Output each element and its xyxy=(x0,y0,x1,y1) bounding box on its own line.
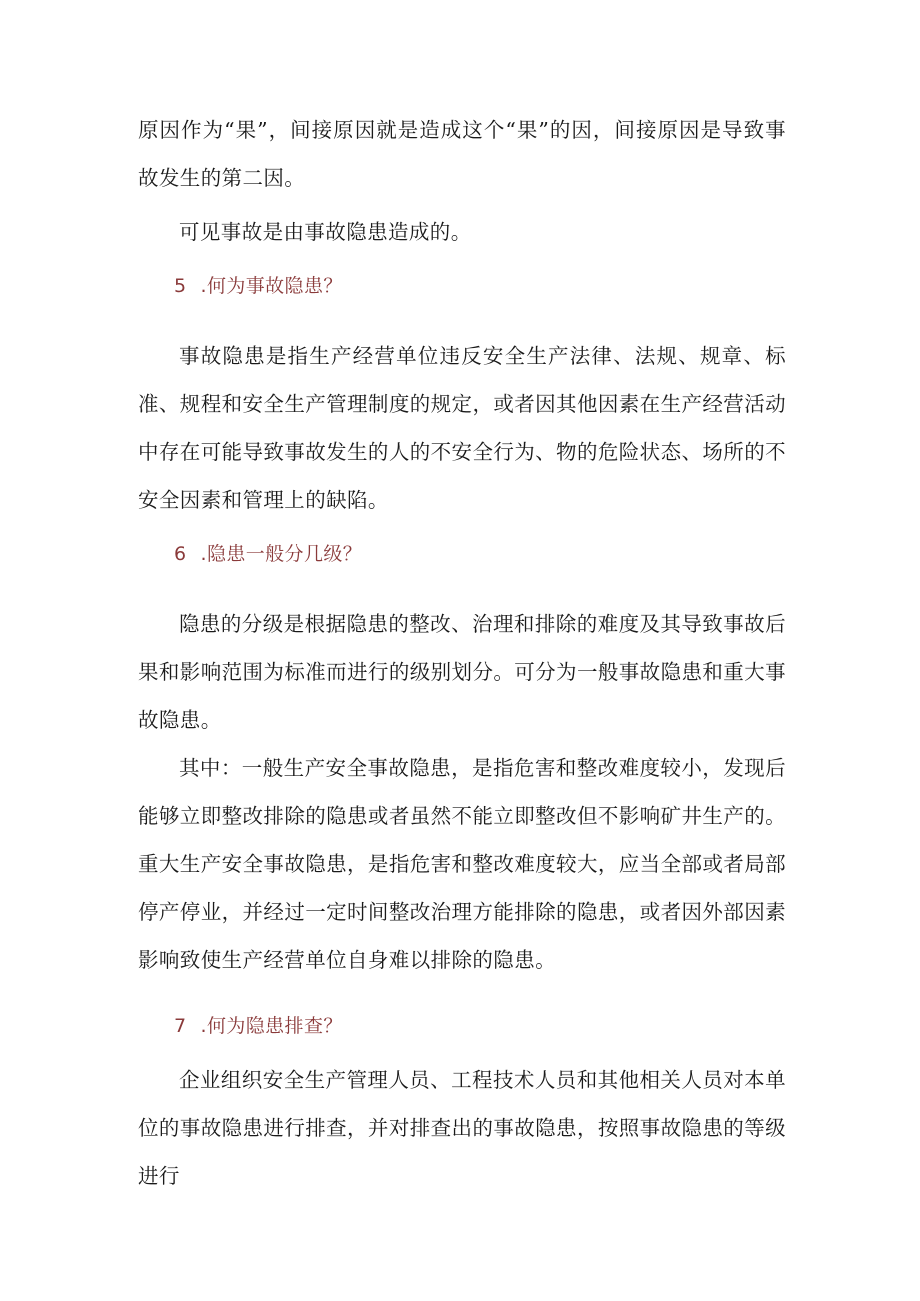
paragraph-hazard-grading: 隐患的分级是根据隐患的整改、治理和排除的难度及其导致事故后果和影响范围为标准而进行的级别划分。可分为一般事故隐患和重大事故隐患。 xyxy=(138,612,786,732)
paragraph-conclusion: 可见事故是由事故隐患造成的。 xyxy=(179,220,472,244)
heading-6 xyxy=(138,530,786,578)
paragraph-hazard-inspection: 企业组织安全生产管理人员、工程技术人员和其他相关人员对本单位的事故隐患进行排查，并对排查出的事故隐患，按照事故隐患的等级进行 xyxy=(138,1068,786,1188)
heading-5-text: .何为事故隐患？ xyxy=(200,275,343,297)
heading-7-text: .何为隐患排查？ xyxy=(200,1015,343,1037)
paragraph-cause: 原因作为“果”，间接原因就是造成这个“果”的因，间接原因是导致事故发生的第二因。 xyxy=(138,118,786,190)
heading-6-text: .隐患一般分几级？ xyxy=(200,543,363,565)
document-body xyxy=(138,106,786,1200)
heading-7-number: 7 xyxy=(174,1015,187,1037)
paragraph-hazard-levels: 其中：一般生产安全事故隐患，是指危害和整改难度较小，发现后能够立即整改排除的隐患或者虽然不能立即整改但不影响矿井生产的。重大生产安全事故隐患，是指危害和整改难度较大，应当全部或者局部停产停业，并经过一定时间整改治理方能排除的隐患，或者因外部因素影响致使生产经营单位自身难以排除的隐患。 xyxy=(138,756,786,972)
heading-6-number: 6 xyxy=(174,543,187,565)
paragraph-hazard-definition: 事故隐患是指生产经营单位违反安全生产法律、法规、规章、标准、规程和安全生产管理制度的规定，或者因其他因素在生产经营活动中存在可能导致事故发生的人的不安全行为、物的危险状态、场所的不安全因素和管理上的缺陷。 xyxy=(138,344,786,512)
heading-5-number: 5 xyxy=(174,275,187,297)
heading-7 xyxy=(138,1002,786,1050)
heading-5 xyxy=(138,262,786,310)
